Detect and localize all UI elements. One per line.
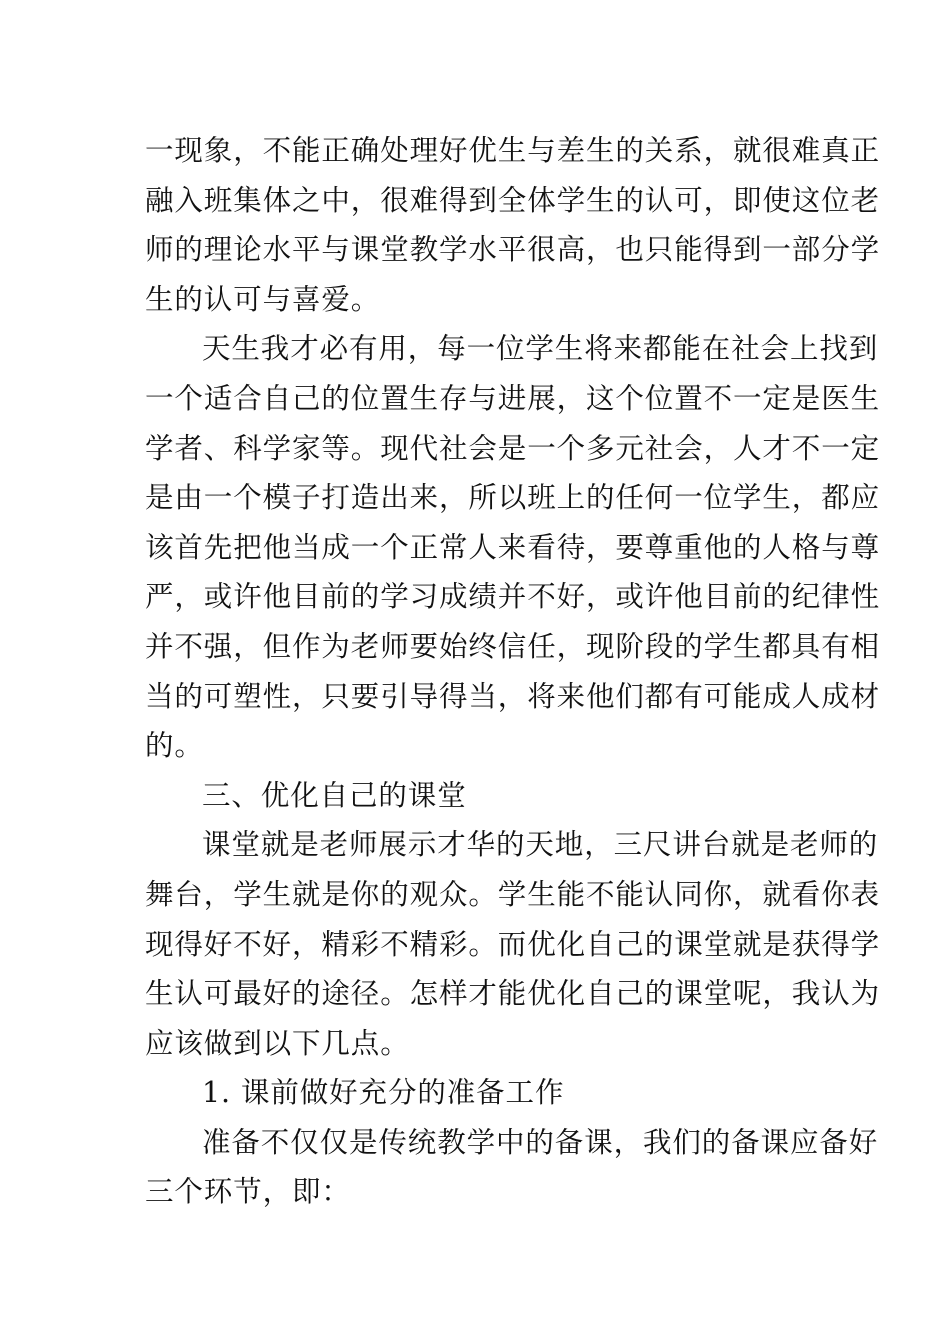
text-line: 舞台，学生就是你的观众。学生能不能认同你，就看你表 [145, 877, 881, 911]
section-heading: 三、优化自己的课堂 [202, 778, 467, 812]
text-line: 当的可塑性，只要引导得当，将来他们都有可能成人成材 [145, 679, 881, 713]
text-line: 一个适合自己的位置生存与进展，这个位置不一定是医生 [145, 381, 881, 415]
body-text [145, 126, 881, 1217]
text-line: 师的理论水平与课堂教学水平很高，也只能得到一部分学 [145, 233, 881, 267]
text-line: 一现象，不能正确处理好优生与差生的关系，就很难真正 [145, 134, 881, 167]
paragraph-first-line: 天生我才必有用，每一位学生将来都能在社会上找到 [202, 332, 879, 366]
text-line: 生认可最好的途径。怎样才能优化自己的课堂呢，我认为 [145, 977, 881, 1011]
subsection-heading: 1. 课前做好充分的准备工作 [202, 1076, 565, 1110]
text-line: 是由一个模子打造出来，所以班上的任何一位学生，都应 [145, 481, 881, 515]
text-line: 生的认可与喜爱。 [145, 282, 381, 316]
paragraph-first-line: 准备不仅仅是传统教学中的备课，我们的备课应备好 [202, 1125, 879, 1159]
text-line: 并不强，但作为老师要始终信任，现阶段的学生都具有相 [145, 629, 881, 663]
paragraph-first-line: 课堂就是老师展示才华的天地，三尺讲台就是老师的 [202, 828, 879, 862]
text-line: 融入班集体之中，很难得到全体学生的认可，即使这位老 [145, 183, 881, 217]
text-line: 严，或许他目前的学习成绩并不好，或许他目前的纪律性 [145, 580, 881, 614]
text-line: 现得好不好，精彩不精彩。而优化自己的课堂就是获得学 [145, 927, 881, 961]
text-line: 应该做到以下几点。 [145, 1026, 410, 1060]
text-line: 的。 [145, 729, 204, 763]
text-line: 学者、科学家等。现代社会是一个多元社会，人才不一定 [145, 431, 881, 465]
text-line: 三个环节，即： [145, 1175, 351, 1209]
text-line: 该首先把他当成一个正常人来看待，要尊重他的人格与尊 [145, 530, 881, 564]
